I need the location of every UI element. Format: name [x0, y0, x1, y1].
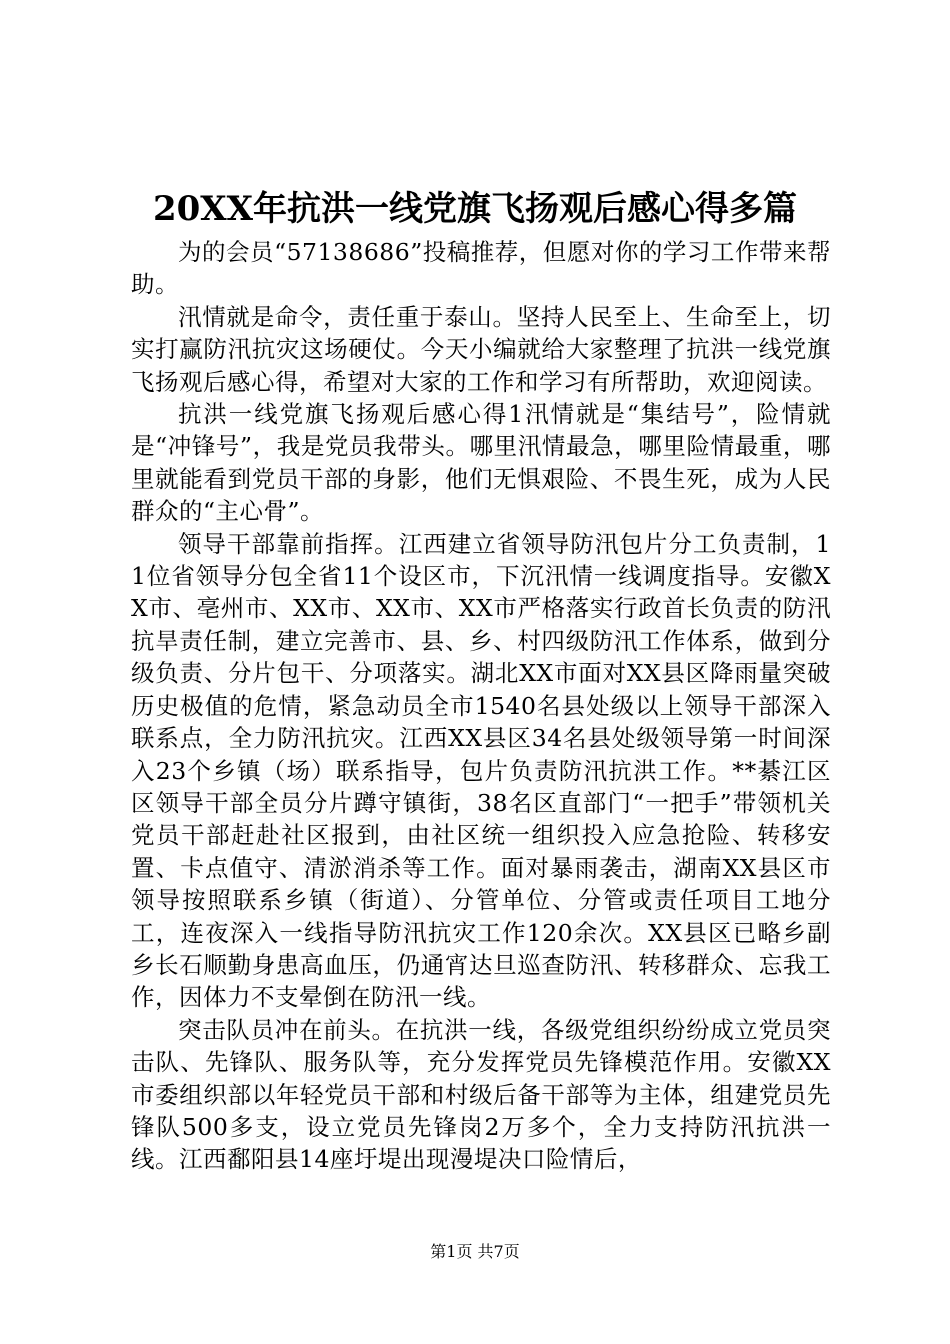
paragraph-2: 汛情就是命令，责任重于泰山。坚持人民至上、生命至上，切实打赢防汛抗灾这场硬仗。今天小编就给大家整理了抗洪一线党旗飞扬观后感心得，希望对大家的工作和学习有所帮助，欢迎阅读。	[131, 302, 831, 396]
document-title: 20XX年抗洪一线党旗飞扬观后感心得多篇	[152, 189, 798, 229]
paragraph-3: 抗洪一线党旗飞扬观后感心得1汛情就是“集结号”，险情就是“冲锋号”，我是党员我带头。哪里汛情最急，哪里险情最重，哪里就能看到党员干部的身影，他们无惧艰险、不畏生死，成为人民群众的“主心骨”。	[131, 400, 831, 526]
page-footer: 第1页 共7页	[430, 1242, 520, 1261]
paragraph-1: 为的会员“57138686”投稿推荐，但愿对你的学习工作带来帮助。	[131, 238, 831, 299]
document-body	[131, 236, 831, 1176]
paragraph-4: 领导干部靠前指挥。江西建立省领导防汛包片分工负责制，11位省领导分包全省11个设区市，下沉汛情一线调度指导。安徽XX市、亳州市、XX市、XX市、XX市严格落实行政首长负责的防汛抗旱责任制，建立完善市、县、乡、村四级防汛工作体系，做到分级负责、分片包干、分项落实。湖北XX市面对XX县区降雨量突破历史极值的危情，紧急动员全市1540名县处级以上领导干部深入联系点，全力防汛抗灾。江西XX县区34名县处级领导第一时间深入23个乡镇（场）联系指导，包片负责防汛抗洪工作。**綦江区区领导干部全员分片蹲守镇街，38名区直部门“一把手”带领机关党员干部赶赴社区报到，由社区统一组织投入应急抢险、转移安置、卡点值守、清淤消杀等工作。面对暴雨袭击，湖南XX县区市领导按照联系乡镇（街道）、分管单位、分管或责任项目工地分工，连夜深入一线指导防汛抗灾工作120余次。XX县区已略乡副乡长石顺勤身患高血压，仍通宵达旦巡查防汛、转移群众、忘我工作，因体力不支晕倒在防汛一线。	[131, 529, 831, 1012]
paragraph-5: 突击队员冲在前头。在抗洪一线，各级党组织纷纷成立党员突击队、先锋队、服务队等，充分发挥党员先锋模范作用。安徽XX市委组织部以年轻党员干部和村级后备干部等为主体，组建党员先锋队500多支，设立党员先锋岗2万多个，全力支持防汛抗洪一线。江西鄱阳县14座圩堤出现漫堤决口险情后，	[131, 1015, 831, 1174]
